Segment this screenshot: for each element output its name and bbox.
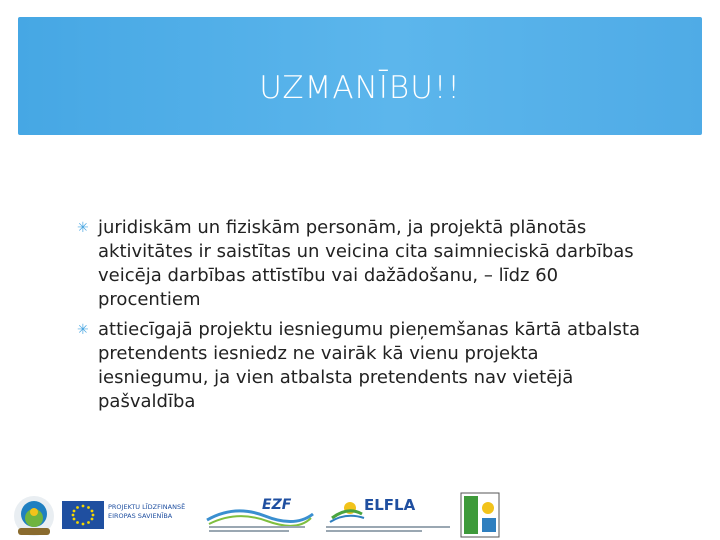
bullet-item-1 [77, 216, 647, 312]
logo-strip [0, 488, 720, 540]
asterisk-bullet-icon: ✳ [77, 322, 89, 338]
eu-caption-line1: PROJEKTU LĪDZFINANSĒ [108, 503, 186, 511]
asterisk-bullet-icon: ✳ [77, 220, 89, 236]
bullet-text-2: attiecīgajā projektu iesniegumu pieņemšanas kārtā atbalsta pretendents iesniedz ne vairāk kā vienu projekta iesniegumu, ja vien atbalsta pretendents nav vietējā pašvaldība [98, 319, 641, 412]
title-banner [18, 17, 702, 135]
eu-flag-logo [62, 501, 104, 529]
ezf-label: EZF [262, 497, 292, 513]
bullet-item-2 [77, 318, 647, 414]
elfla-label: ELFLA [364, 496, 416, 514]
leader-logo [460, 492, 500, 538]
bullet-list [77, 216, 647, 420]
eu-caption [108, 503, 200, 521]
ezf-wave-logo [205, 496, 315, 536]
leader-round-logo [12, 494, 56, 538]
bullet-text-1: juridiskām un fiziskām personām, ja projektā plānotās aktivitātes ir saistītas un veicina cita saimnieciskā darbības veicēja darbības attīstību vai dažādošanu, – līdz 60 procentiem [98, 217, 634, 310]
eu-caption-line2: EIROPAS SAVIENĪBA [108, 512, 173, 520]
slide-title: UZMANĪBU!! [259, 70, 461, 106]
